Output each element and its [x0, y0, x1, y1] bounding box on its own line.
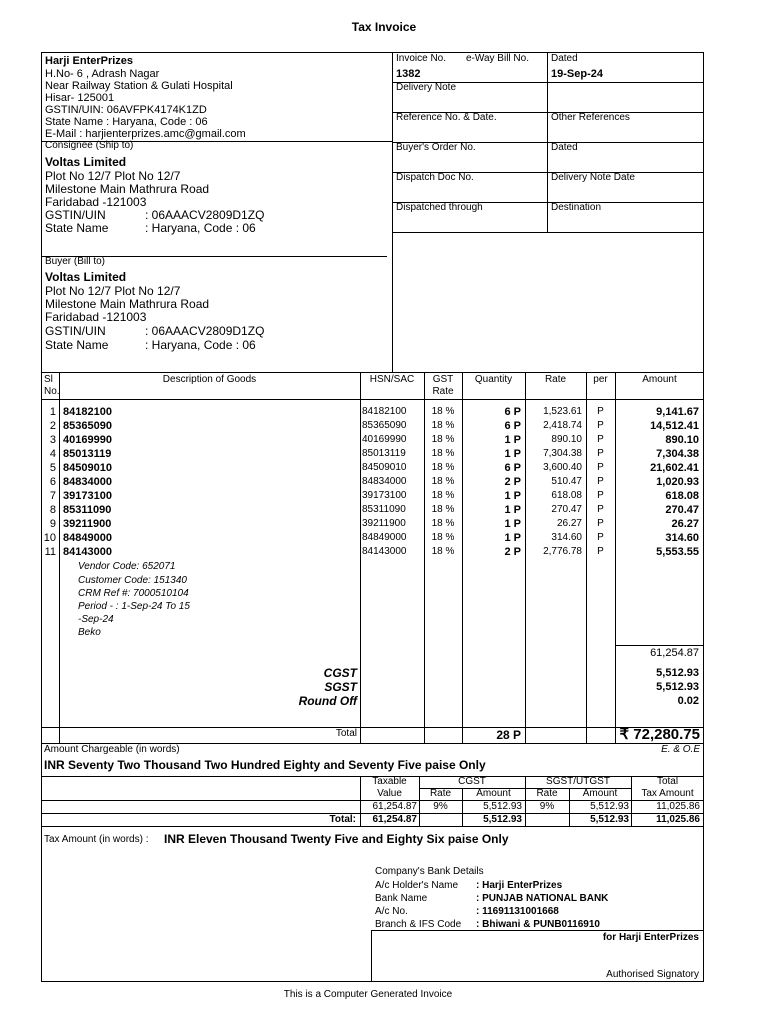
item-rate: 270.47 — [551, 504, 582, 515]
item-gst-rate: 18 % — [431, 406, 455, 417]
sgst-amount: 5,512.93 — [656, 681, 699, 693]
item-quantity: 6 P — [504, 420, 521, 432]
item-amount: 26.27 — [671, 518, 699, 530]
item-rate: 26.27 — [556, 518, 582, 529]
tax-words-label: Tax Amount (in words) : — [44, 834, 149, 845]
item-amount: 21,602.41 — [650, 462, 699, 474]
item-rate: 890.10 — [551, 434, 582, 445]
item-gst-rate: 18 % — [431, 504, 455, 515]
tax-row-cgst-rate: 9% — [433, 801, 448, 812]
total-quantity: 28 P — [496, 728, 521, 742]
divider — [371, 930, 704, 931]
buyer-line: Plot No 12/7 Plot No 12/7 — [45, 284, 181, 298]
item-sl: 2 — [49, 420, 56, 432]
round-off-label: Round Off — [298, 694, 357, 708]
item-hsn: 84834000 — [362, 476, 407, 487]
buyer-name: Voltas Limited — [45, 270, 127, 284]
seller-line: H.No- 6 , Adrash Nagar — [45, 68, 160, 80]
tax-col-cgst: CGST — [458, 776, 486, 787]
col-amount: Amount — [642, 374, 677, 385]
cgst-label: CGST — [323, 666, 357, 680]
note-line: -Sep-24 — [78, 614, 114, 625]
col-hsn: HSN/SAC — [369, 374, 415, 385]
col-quantity: Quantity — [474, 374, 513, 385]
divider — [392, 52, 393, 372]
consignee-gstin-label: GSTIN/UIN — [45, 208, 106, 222]
tax-total-amount: 11,025.86 — [656, 814, 700, 825]
item-amount: 1,020.93 — [656, 476, 699, 488]
item-description: 84509010 — [63, 462, 112, 474]
item-quantity: 2 P — [504, 476, 521, 488]
item-quantity: 2 P — [504, 546, 521, 558]
col-no: No. — [44, 386, 60, 397]
grand-total: ₹ 72,280.75 — [619, 726, 700, 743]
col-gst: GST — [432, 374, 454, 385]
total-label: Total — [335, 728, 357, 739]
seller-name: Harji EnterPrizes — [45, 55, 134, 67]
tax-col-sgst-rate: Rate — [536, 788, 558, 799]
bank-ifsc: : Bhiwani & PUNB0116910 — [476, 919, 600, 930]
tax-row-cgst-amount: 5,512.93 — [483, 801, 522, 812]
consignee-line: Faridabad -121003 — [45, 195, 147, 209]
invoice-no-label: Invoice No. — [396, 53, 447, 64]
item-description: 84834000 — [63, 476, 112, 488]
round-off-amount: 0.02 — [677, 695, 699, 707]
item-amount: 618.08 — [665, 490, 699, 502]
item-gst-rate: 18 % — [431, 490, 455, 501]
bank-account: : 11691131001668 — [476, 906, 559, 917]
seller-gstin: GSTIN/UIN: 06AVFPK4174K1ZD — [45, 104, 207, 116]
item-amount: 7,304.38 — [656, 448, 699, 460]
divider — [371, 930, 372, 982]
item-quantity: 1 P — [504, 448, 521, 460]
item-rate: 2,776.78 — [543, 546, 582, 557]
note-line: Period - : 1-Sep-24 To 15 — [78, 601, 190, 612]
item-quantity: 1 P — [504, 490, 521, 502]
item-per: P — [597, 448, 604, 459]
note-line: Vendor Code: 652071 — [78, 561, 176, 572]
consignee-state-label: State Name — [45, 221, 109, 235]
tax-total-label: Total: — [329, 814, 356, 825]
item-sl: 9 — [49, 518, 56, 530]
item-sl: 3 — [49, 434, 56, 446]
item-hsn: 84143000 — [362, 546, 407, 557]
item-description: 84849000 — [63, 532, 112, 544]
item-description: 85013119 — [63, 448, 112, 460]
item-rate: 510.47 — [551, 476, 582, 487]
tax-col-taxable: Taxable — [372, 776, 407, 787]
item-hsn: 84849000 — [362, 532, 407, 543]
tax-total-cgst: 5,512.93 — [483, 814, 522, 825]
item-gst-rate: 18 % — [431, 476, 455, 487]
item-hsn: 40169990 — [362, 434, 407, 445]
bank-ifsc-label: Branch & IFS Code — [375, 919, 462, 930]
item-rate: 1,523.61 — [543, 406, 582, 417]
item-hsn: 84509010 — [362, 462, 407, 473]
consignee-gstin: : 06AAACV2809D1ZQ — [145, 208, 265, 222]
item-per: P — [597, 490, 604, 501]
col-sl: Sl — [44, 374, 53, 385]
bank-holder: : Harji EnterPrizes — [476, 880, 563, 891]
signature-company: for Harji EnterPrizes — [602, 932, 699, 943]
buyer-line: Faridabad -121003 — [45, 310, 147, 324]
divider — [360, 372, 361, 743]
item-rate: 618.08 — [551, 490, 582, 501]
item-amount: 9,141.67 — [656, 406, 699, 418]
item-description: 85311090 — [63, 504, 112, 516]
amount-words-label: Amount Chargeable (in words) — [44, 744, 180, 755]
dispatch-doc-label: Dispatch Doc No. — [396, 172, 474, 183]
col-rate: Rate — [544, 374, 567, 385]
item-gst-rate: 18 % — [431, 448, 455, 459]
item-per: P — [597, 420, 604, 431]
tax-in-words: INR Eleven Thousand Twenty Five and Eighty Six paise Only — [164, 832, 509, 846]
item-sl: 4 — [49, 448, 56, 460]
eway-label: e-Way Bill No. — [466, 53, 529, 64]
consignee-line: Plot No 12/7 Plot No 12/7 — [45, 169, 181, 183]
item-hsn: 85013119 — [362, 448, 406, 459]
item-quantity: 1 P — [504, 532, 521, 544]
seller-line: Near Railway Station & Gulati Hospital — [45, 80, 233, 92]
item-description: 40169990 — [63, 434, 112, 446]
item-gst-rate: 18 % — [431, 434, 455, 445]
dispatched-through-label: Dispatched through — [396, 202, 483, 213]
tax-col-cgst-amount: Amount — [476, 788, 511, 799]
seller-state: State Name : Haryana, Code : 06 — [45, 116, 208, 128]
item-gst-rate: 18 % — [431, 420, 455, 431]
item-gst-rate: 18 % — [431, 518, 455, 529]
item-gst-rate: 18 % — [431, 532, 455, 543]
item-hsn: 85311090 — [362, 504, 406, 515]
amount-in-words: INR Seventy Two Thousand Two Hundred Eighty and Seventy Five paise Only — [44, 758, 486, 772]
item-description: 39211900 — [63, 518, 112, 530]
item-description: 84143000 — [63, 546, 112, 558]
note-line: Beko — [78, 627, 101, 638]
invoice-date: 19-Sep-24 — [551, 68, 603, 80]
col-gst-rate: Rate — [432, 386, 454, 397]
item-per: P — [597, 532, 604, 543]
item-sl: 7 — [49, 490, 56, 502]
item-amount: 5,553.55 — [656, 546, 699, 558]
item-sl: 1 — [49, 406, 56, 418]
item-sl: 10 — [43, 532, 56, 544]
delivery-note-label: Delivery Note — [396, 82, 457, 93]
buyer-gstin-label: GSTIN/UIN — [45, 324, 106, 338]
item-amount: 270.47 — [665, 504, 699, 516]
item-quantity: 1 P — [504, 434, 521, 446]
authorised-signatory: Authorised Signatory — [606, 969, 699, 980]
col-per: per — [593, 374, 608, 385]
seller-email: E-Mail : harjienterprizes.amc@gmail.com — [45, 128, 246, 140]
divider — [59, 372, 60, 743]
item-per: P — [597, 406, 604, 417]
item-sl: 11 — [44, 546, 56, 558]
item-hsn: 39173100 — [362, 490, 407, 501]
subtotal: 61,254.87 — [650, 647, 699, 659]
consignee-state: : Haryana, Code : 06 — [145, 221, 256, 235]
consignee-label: Consignee (Ship to) — [45, 140, 134, 151]
item-per: P — [597, 462, 604, 473]
item-per: P — [597, 434, 604, 445]
eoe: E. & O.E — [661, 744, 700, 755]
invoice-no: 1382 — [396, 68, 421, 80]
item-quantity: 1 P — [504, 504, 521, 516]
item-hsn: 39211900 — [362, 518, 406, 529]
tax-col-value: Value — [377, 788, 402, 799]
destination-label: Destination — [551, 202, 602, 213]
item-per: P — [597, 546, 604, 557]
item-per: P — [597, 504, 604, 515]
item-sl: 5 — [49, 462, 56, 474]
page-title: Tax Invoice — [351, 20, 417, 34]
divider — [41, 727, 704, 728]
seller-line: Hisar- 125001 — [45, 92, 115, 104]
consignee-line: Milestone Main Mathrura Road — [45, 182, 210, 196]
item-description: 39173100 — [63, 490, 112, 502]
item-quantity: 6 P — [504, 462, 521, 474]
item-amount: 314.60 — [665, 532, 699, 544]
other-references-label: Other References — [551, 112, 630, 123]
item-hsn: 85365090 — [362, 420, 407, 431]
item-amount: 14,512.41 — [650, 420, 699, 432]
cgst-amount: 5,512.93 — [656, 667, 699, 679]
bank-name-label: Bank Name — [375, 893, 428, 904]
item-hsn: 84182100 — [362, 406, 407, 417]
buyers-order-label: Buyer's Order No. — [396, 142, 476, 153]
note-line: Customer Code: 151340 — [78, 575, 187, 586]
item-per: P — [597, 518, 604, 529]
item-sl: 6 — [49, 476, 56, 488]
divider — [615, 645, 704, 646]
bank-title: Company's Bank Details — [375, 866, 484, 877]
col-description: Description of Goods — [162, 374, 257, 385]
item-rate: 7,304.38 — [543, 448, 582, 459]
buyer-gstin: : 06AAACV2809D1ZQ — [145, 324, 265, 338]
item-sl: 8 — [49, 504, 56, 516]
item-gst-rate: 18 % — [431, 546, 455, 557]
footer-note: This is a Computer Generated Invoice — [283, 989, 453, 1000]
tax-total-sgst: 5,512.93 — [590, 814, 629, 825]
buyer-state: : Haryana, Code : 06 — [145, 338, 256, 352]
consignee-name: Voltas Limited — [45, 155, 127, 169]
bank-name: : PUNJAB NATIONAL BANK — [476, 893, 609, 904]
item-quantity: 6 P — [504, 406, 521, 418]
divider — [41, 372, 704, 373]
bank-account-label: A/c No. — [375, 906, 408, 917]
tax-col-total: Total — [656, 776, 679, 787]
divider — [41, 399, 704, 400]
order-dated-label: Dated — [551, 142, 578, 153]
item-rate: 314.60 — [551, 532, 582, 543]
tax-col-sgst: SGST/UTGST — [546, 776, 610, 787]
item-description: 85365090 — [63, 420, 112, 432]
tax-row-total: 11,025.86 — [656, 801, 700, 812]
item-gst-rate: 18 % — [431, 462, 455, 473]
tax-row-sgst-amount: 5,512.93 — [590, 801, 629, 812]
item-quantity: 1 P — [504, 518, 521, 530]
sgst-label: SGST — [324, 680, 357, 694]
tax-col-sgst-amount: Amount — [582, 788, 618, 799]
tax-col-tax-amount: Tax Amount — [641, 788, 694, 799]
bank-holder-label: A/c Holder's Name — [375, 880, 459, 891]
reference-label: Reference No. & Date. — [396, 112, 497, 123]
tax-row-taxable: 61,254.87 — [372, 801, 417, 812]
divider — [41, 826, 704, 827]
tax-col-cgst-rate: Rate — [429, 788, 452, 799]
tax-total-taxable: 61,254.87 — [372, 814, 417, 825]
tax-row-sgst-rate: 9% — [539, 801, 555, 812]
delivery-note-date-label: Delivery Note Date — [551, 172, 635, 183]
item-amount: 890.10 — [665, 434, 699, 446]
item-description: 84182100 — [63, 406, 112, 418]
buyer-state-label: State Name — [45, 338, 109, 352]
divider — [392, 232, 704, 233]
buyer-line: Milestone Main Mathrura Road — [45, 297, 210, 311]
note-line: CRM Ref #: 7000510104 — [78, 588, 189, 599]
item-rate: 2,418.74 — [543, 420, 582, 431]
buyer-label: Buyer (Bill to) — [45, 256, 106, 267]
item-per: P — [597, 476, 604, 487]
dated-label: Dated — [551, 53, 578, 64]
item-rate: 3,600.40 — [543, 462, 582, 473]
